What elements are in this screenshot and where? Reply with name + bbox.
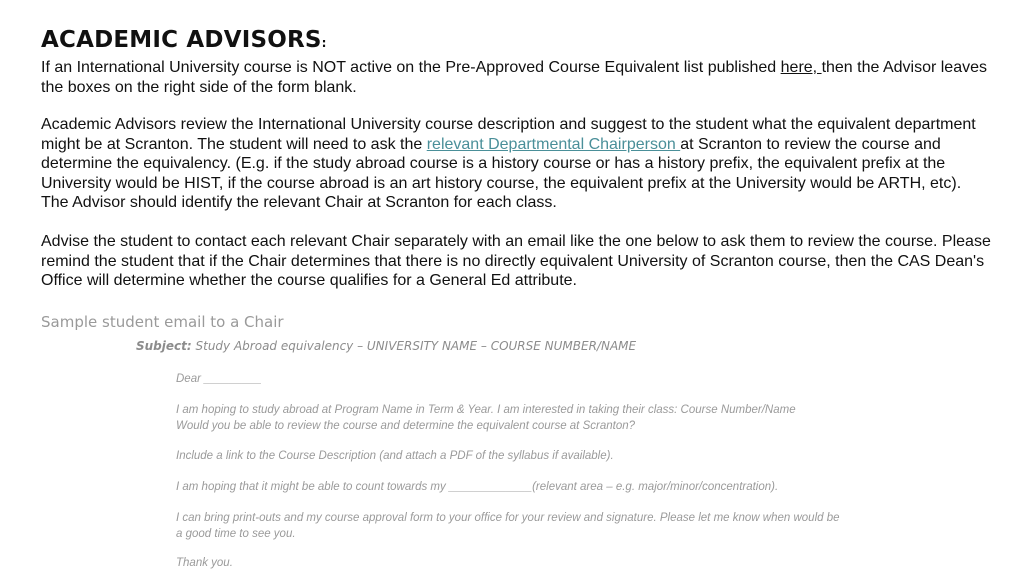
p1-text-after: then the Advisor leaves the boxes on the right side of the form blank. — [41, 59, 987, 96]
here-link[interactable]: here, — [780, 59, 822, 76]
paragraph-contact-chair: Advise the student to contact each relevant Chair separately with an email like the one below to ask them to review the course. Please remind the student that if the Chair determines that there is no directly equivalent University of Scranton course, then the CAS Dean's Office will determine whether the course qualifies for a General Ed attribute. — [41, 233, 991, 290]
email-subject — [136, 339, 636, 353]
email-body-intro — [176, 403, 936, 434]
sample-email-heading: Sample student email to a Chair — [41, 313, 284, 331]
email-body-printouts — [176, 511, 936, 542]
paragraph-advisor-review — [41, 115, 991, 213]
email-line: I am hoping to study abroad at Program Name in Term & Year. I am interested in taking their class: Course Number/Name — [176, 404, 796, 416]
p2-text-before: Academic Advisors review the International University course description and suggest to the student what the equivalent department might be at Scranton. The student will need to ask the — [41, 116, 976, 153]
email-greeting: Dear _________ — [176, 373, 262, 385]
p2-text-after: at Scranton to review the course and determine the equivalency. (E.g. if the study abroad course is a history course or has a history prefix, the equivalent prefix at the University would be HIST, if the course abroad is an art history course, the equivalent prefix at the University would be ARTH, etc). The Advisor should identify the relevant Chair at Scranton for each class. — [41, 135, 962, 212]
title-colon: : — [321, 36, 327, 50]
subject-label: Subject: — [136, 339, 192, 353]
email-line: Would you be able to review the course and determine the equivalent course at Scranton? — [176, 419, 636, 432]
page-title — [41, 27, 327, 53]
subject-text: Study Abroad equivalency – UNIVERSITY NAME – COURSE NUMBER/NAME — [191, 339, 637, 353]
email-line: I can bring print-outs and my course approval form to your office for your review and signature. Please let me know when would be — [176, 512, 840, 524]
email-body-count: I am hoping that it might be able to count towards my _____________(relevant area – e.g. major/minor/concentration). — [176, 481, 779, 493]
email-body-link-note: Include a link to the Course Description (and attach a PDF of the syllabus if available). — [176, 450, 614, 462]
email-closing: Thank you. — [176, 557, 233, 569]
paragraph-pre-approved — [41, 58, 991, 97]
departmental-chairperson-link[interactable]: relevant Departmental Chairperson — [426, 135, 681, 153]
p1-text-before: If an International University course is NOT active on the Pre-Approved Course Equivalent list published — [41, 59, 781, 76]
email-line: a good time to see you. — [176, 527, 296, 540]
title-text: ACADEMIC ADVISORS — [41, 27, 322, 53]
